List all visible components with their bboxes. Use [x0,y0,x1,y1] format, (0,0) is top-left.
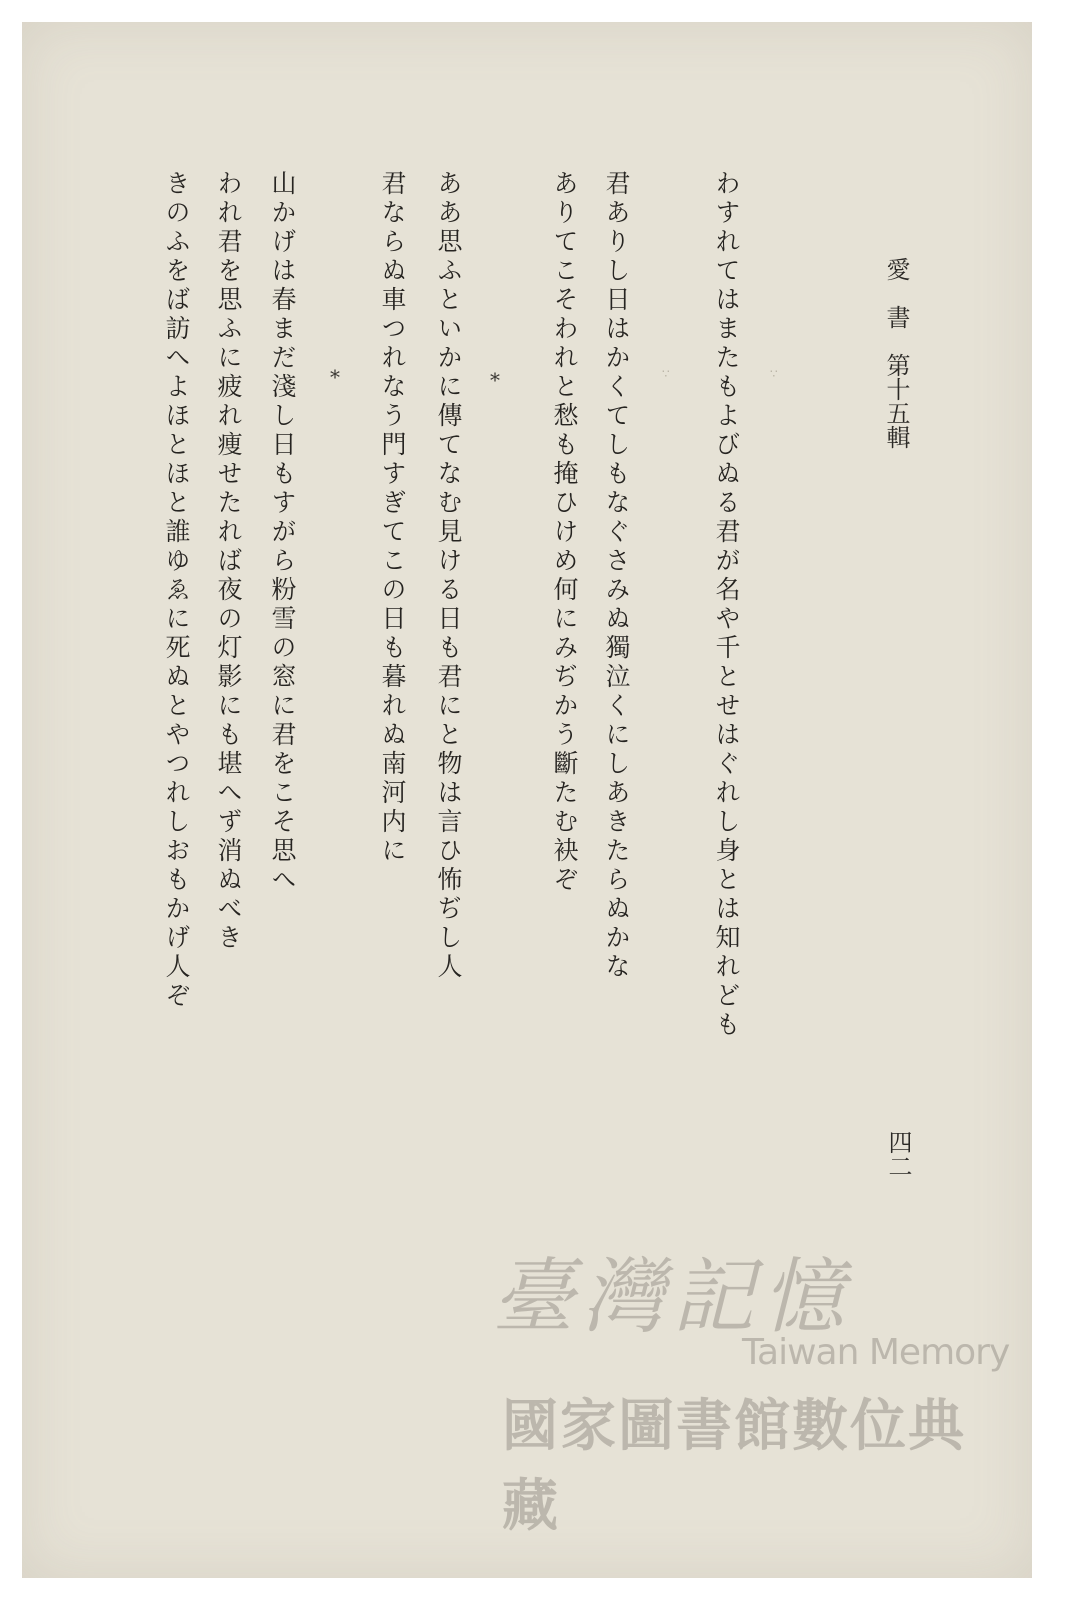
faint-mark: ∵ [770,367,778,381]
section-separator: * [330,365,340,389]
verse-line: ああ思ふといかに傳てなむ見ける日も君にと物は言ひ怖ぢし人 [434,170,463,982]
verse-line: ありてこそわれと愁も掩ひけめ何にみぢかう斷たむ袂ぞ [550,170,579,895]
section-separator: * [490,368,500,392]
watermark-chinese: 國家圖書館數位典藏 [502,1394,966,1539]
faint-mark: ∵ [662,367,670,381]
watermark-english: Taiwan Memory [742,1332,1010,1373]
verse-line: 山かげは春まだ淺し日もすがら粉雪の窓に君をこそ思へ [268,170,297,895]
verse-line: きのふをば訪へよほとほと誰ゆゑに死ぬとやつれしおもかげ人ぞ [162,170,191,1011]
verse-line: 君ありし日はかくてしもなぐさみぬ獨泣くにしあきたらぬかな [602,170,631,982]
verse-line: わすれてはまたもよびぬる君が名や千とせはぐれし身とは知れども [712,170,741,1040]
verse-line: われ君を思ふに疲れ痩せたれば夜の灯影にも堪へず消ぬべき [214,170,243,953]
running-header: 愛 書 第十五輯 [882,257,910,449]
watermark-calligraphy: 臺灣記憶 [492,1250,852,1345]
library-watermark [492,1232,1012,1539]
book-page [22,22,1032,1578]
verse-line: 君ならぬ車つれなう門すぎてこの日も暮れぬ南河内に [378,170,407,866]
page-number: 四二 [884,1130,912,1178]
